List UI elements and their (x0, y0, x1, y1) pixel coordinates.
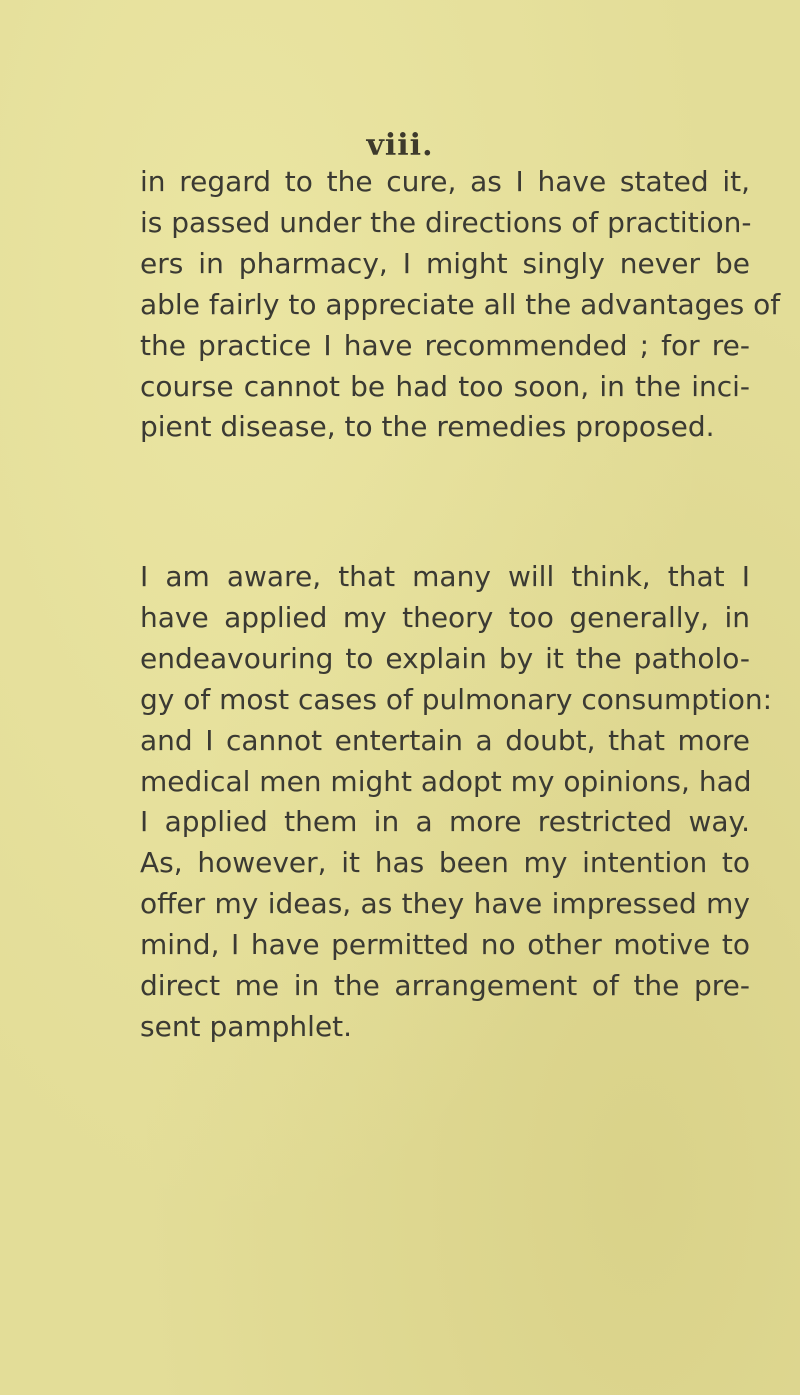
text-line: mind, I have permitted no other motive to (140, 928, 750, 962)
text-line: I applied them in a more restricted way. (140, 805, 750, 839)
text-line: in regard to the cure, as I have stated it, (140, 165, 750, 198)
text-line: sent pamphlet. (140, 1009, 353, 1043)
text-line: and I cannot entertain a doubt, that more (140, 723, 750, 757)
text-line: have applied my theory too generally, in (140, 600, 750, 634)
text-line: course cannot be had too soon, in the inci- (140, 369, 750, 403)
text-line: gy of most cases of pulmonary consumption: (140, 682, 773, 716)
text-line: is passed under the directions of practition- (140, 205, 752, 239)
text-line: endeavouring to explain by it the patholo- (140, 641, 750, 675)
text-line: offer my ideas, as they have impressed my (140, 887, 750, 921)
text-line: able fairly to appreciate all the advantages of (140, 287, 781, 321)
text-line: pient disease, to the remedies proposed. (140, 410, 715, 444)
paragraph-2 (140, 557, 773, 1048)
text-line: direct me in the arrangement of the pre- (140, 969, 750, 1003)
page-number: viii. (366, 128, 434, 163)
text-line: As, however, it has been my intention to (140, 846, 750, 880)
text-line: the practice I have recommended ; for re- (140, 328, 750, 362)
text-line: medical men might adopt my opinions, had (140, 764, 752, 798)
text-line: I am aware, that many will think, that I (140, 560, 750, 593)
text-line: ers in pharmacy, I might singly never be (140, 246, 750, 280)
paragraph-1 (140, 162, 781, 448)
